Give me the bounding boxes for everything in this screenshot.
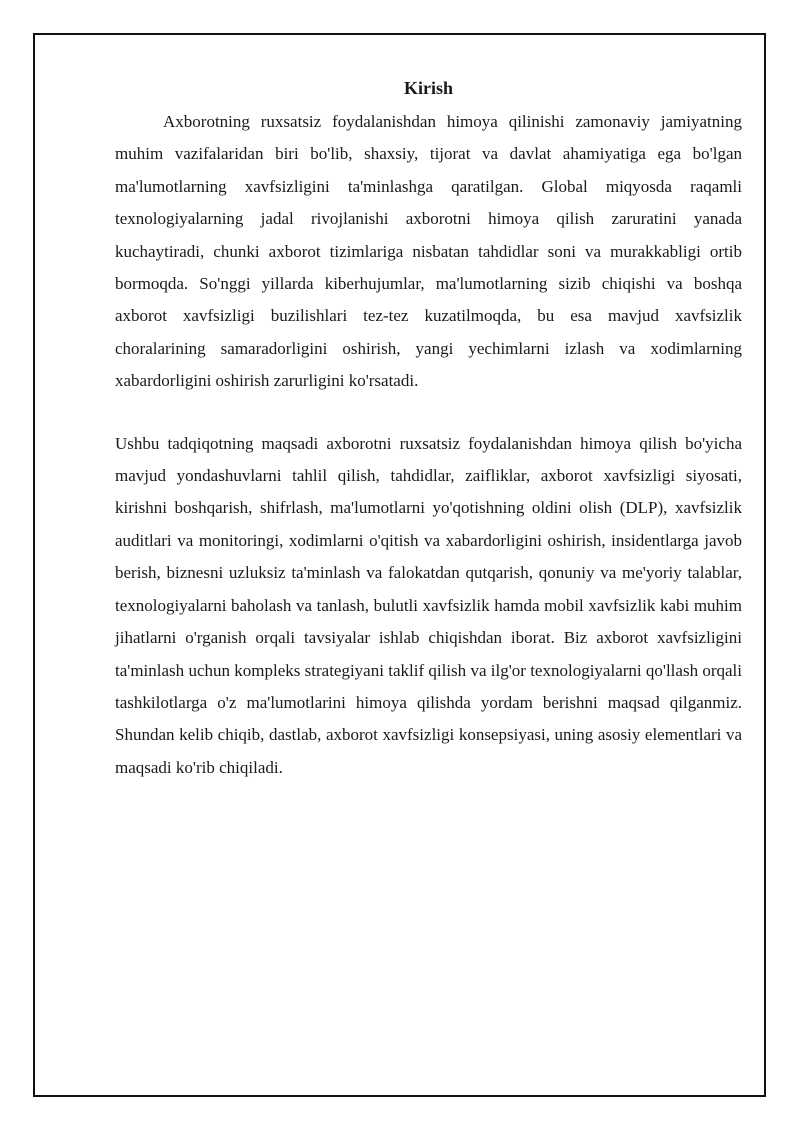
intro-paragraph-2: Ushbu tadqiqotning maqsadi axborotni ruxsatsiz foydalanishdan himoya qilish bo'yicha mavjud yondashuvlarni tahlil qilish, tahdidlar, zaifliklar, axborot xavfsizligi siyosati, kirishni boshqarish, shifrlash, ma'lumotlarni yo'qotishning oldini olish (DLP), xavfsizlik auditlari va monitoringi, xodimlarni o'qitish va xabardorligini oshirish, insidentlarga javob berish, biznesni uzluksiz ta'minlash va falokatdan qutqarish, qonuniy va me'yoriy talablar, texnologiyalarni baholash va tanlash, bulutli xavfsizlik hamda mobil xavfsizlik kabi muhim jihatlarni o'rganish orqali tavsiyalar ishlab chiqishdan iborat. Biz axborot xavfsizligini ta'minlash uchun kompleks strategiyani taklif qilish va ilg'or texnologiyalarni qo'llash orqali tashkilotlarga o'z ma'lumotlarini himoya qilishda yordam berishni maqsad qilganmiz. Shundan kelib chiqib, dastlab, axborot xavfsizligi konsepsiyasi, uning asosiy elementlari va maqsadi ko'rib chiqiladi. xyxy=(115,433,742,777)
intro-paragraph-1: Axborotning ruxsatsiz foydalanishdan himoya qilinishi zamonaviy jamiyatning muhim vazifalaridan biri bo'lib, shaxsiy, tijorat va davlat ahamiyatiga ega bo'lgan ma'lumotlarning xavfsizligini ta'minlashga qaratilgan. Global miqyosda raqamli texnologiyalarning jadal rivojlanishi axborotni himoya qilish zaruratini yanada kuchaytiradi, chunki axborot tizimlariga nisbatan tahdidlar soni va murakkabligi ortib bormoqda. So'nggi yillarda kiberhujumlar, ma'lumotlarning sizib chiqishi va boshqa axborot xavfsizligi buzilishlari tez-tez kuzatilmoqda, bu esa mavjud xavfsizlik choralarining samaradorligini oshirish, yangi yechimlarni izlash va xodimlarning xabardorligini oshirish zarurligini ko'rsatadi. xyxy=(115,112,742,391)
document-body xyxy=(115,76,742,784)
document-title: Kirish xyxy=(403,78,453,98)
